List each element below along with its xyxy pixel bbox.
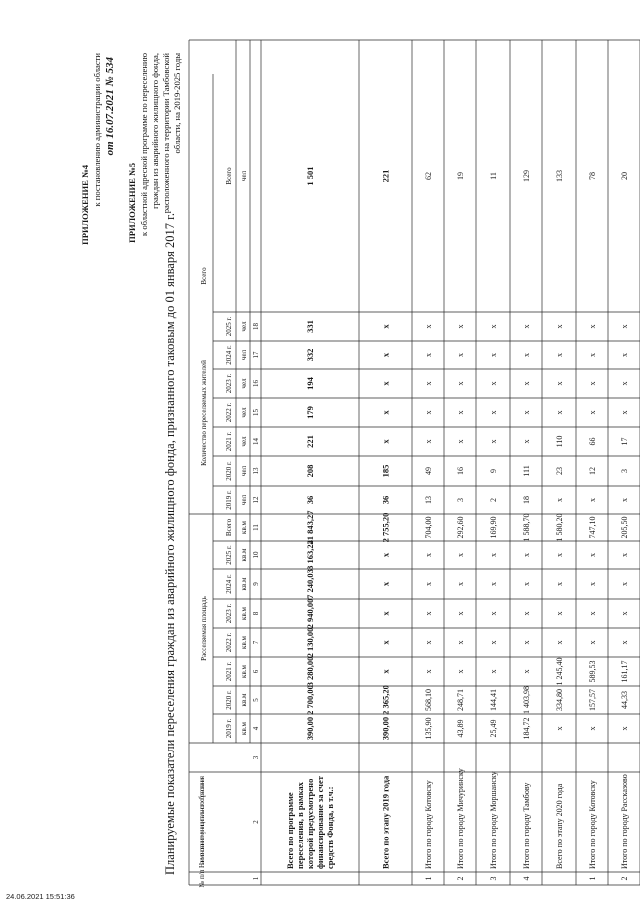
row-name: переселения, в рамках: [295, 782, 305, 869]
table-cell: х: [424, 669, 433, 674]
table-cell: х: [456, 640, 465, 645]
header-people-year: 2025 г.: [225, 316, 233, 337]
table-cell: х: [380, 324, 391, 329]
table-cell: х: [588, 640, 597, 645]
table-cell: 221: [380, 169, 391, 183]
table-cell: 1 403,98: [522, 686, 531, 714]
row-number: 3: [489, 876, 498, 881]
header-area-year: 2020 г.: [225, 690, 233, 710]
table-cell: х: [522, 611, 531, 616]
header-unit-area: кв.м: [240, 693, 248, 707]
table-cell: х: [588, 324, 597, 329]
table-cell: 2 755,20: [380, 512, 391, 543]
table-cell: х: [522, 640, 531, 645]
table-cell: х: [489, 439, 498, 444]
row-name: Итого по городу Котовску: [424, 780, 433, 869]
table-cell: х: [489, 553, 498, 557]
header-unit-area: кв.м: [240, 607, 248, 620]
table-cell: 49: [424, 467, 433, 475]
header-column-number: 15: [252, 409, 260, 416]
row-name: Всего по этапу 2020 года: [555, 783, 564, 869]
header-column-number: 9: [252, 582, 260, 586]
table-cell: х: [380, 640, 391, 645]
table-cell: 221: [305, 435, 315, 448]
table-cell: 9: [489, 469, 498, 473]
row-name: Итого по городу Рассказово: [620, 774, 629, 869]
table-cell: х: [588, 726, 597, 731]
header-name: Наименование муниципального образования: [198, 776, 206, 868]
table-cell: 185: [380, 464, 391, 478]
header-column-number: 11: [252, 524, 260, 531]
table-cell: х: [620, 324, 629, 329]
table-cell: х: [522, 410, 531, 415]
table-cell: х: [620, 640, 629, 645]
row-name: Итого по городу Мичуринску: [456, 768, 465, 869]
table-cell: х: [456, 381, 465, 386]
header-column-number: 3: [252, 755, 260, 760]
annex5-title: ПРИЛОЖЕНИЕ №5: [127, 163, 137, 243]
header-column-number: 5: [252, 698, 260, 702]
header-unit-area: кв.м: [240, 722, 248, 735]
table-cell: 66: [588, 437, 597, 446]
table-cell: х: [522, 553, 531, 557]
table-cell: х: [555, 726, 564, 731]
table-cell: х: [555, 410, 564, 415]
table-cell: 144,41: [489, 689, 498, 711]
table-cell: 20: [620, 172, 629, 180]
header-people-year: 2021 г.: [225, 431, 233, 452]
table-cell: х: [588, 553, 597, 557]
table-cell: х: [456, 553, 465, 557]
table-cell: 12: [588, 467, 597, 475]
table-cell: 3: [620, 469, 629, 473]
table-cell: х: [620, 353, 629, 357]
header-unit-people: чел: [240, 494, 248, 506]
header-unit-area: кв.м: [240, 636, 248, 649]
header-unit-people: чел: [240, 170, 248, 182]
annex4-title: ПРИЛОЖЕНИЕ №4: [80, 165, 90, 245]
table-cell: х: [588, 381, 597, 386]
table-cell: х: [489, 640, 498, 645]
header-unit-area: кв.м: [240, 665, 248, 678]
table-cell: х: [424, 640, 433, 645]
row-name: финансирование за счет: [315, 776, 325, 869]
table-cell: 62: [424, 172, 433, 180]
table-cell: х: [456, 582, 465, 586]
table-cell: 1 580,20: [555, 513, 564, 542]
header-total-people-top: Всего: [200, 267, 208, 285]
table-cell: 747,10: [588, 516, 597, 539]
table-cell: 184,72: [522, 717, 531, 740]
table-cell: 7 240,03: [305, 569, 315, 599]
table-cell: х: [555, 498, 564, 502]
table-cell: 23: [555, 467, 564, 475]
header-area-year: 2021 г.: [225, 661, 233, 682]
annex4-handwritten-date: от 16.07.2021 № 534: [104, 57, 116, 156]
table-cell: х: [489, 410, 498, 415]
table-cell: 589,53: [588, 660, 597, 683]
table-cell: х: [522, 669, 531, 674]
header-unit-people: чел: [240, 349, 248, 361]
header-unit-people: чел: [240, 465, 248, 477]
table-cell: 161,17: [620, 660, 629, 683]
header-unit-people: чел: [240, 407, 248, 418]
table-cell: 208: [305, 464, 315, 478]
table-cell: 2: [489, 498, 498, 502]
table-cell: х: [380, 552, 391, 558]
header-area-year: 2019 г.: [225, 718, 233, 739]
table-cell: 129: [522, 170, 531, 182]
table-cell: 111: [522, 465, 531, 477]
row-name: Итого по городу Тамбову: [522, 782, 531, 869]
header-column-number: 7: [252, 640, 260, 645]
header-column-number: 17: [252, 351, 260, 359]
table-cell: х: [489, 611, 498, 616]
row-name: Всего по программе: [285, 792, 295, 869]
table-cell: х: [620, 726, 629, 731]
row-name: Итого по городу Котовску: [588, 780, 597, 869]
table-cell: х: [620, 498, 629, 502]
annex5-line-4: области, на 2019-2025 годы: [172, 53, 182, 154]
table-cell: х: [456, 324, 465, 329]
table-cell: х: [380, 381, 391, 386]
header-num: № п/п: [198, 869, 206, 888]
table-cell: 19: [456, 172, 465, 180]
table-cell: 194: [305, 377, 315, 390]
table-cell: х: [522, 353, 531, 357]
table-cell: 18: [522, 496, 531, 504]
table-cell: х: [489, 669, 498, 674]
table-cell: х: [489, 353, 498, 357]
table-cell: х: [489, 582, 498, 586]
table-cell: х: [620, 582, 629, 586]
header-column-number: 14: [252, 438, 260, 445]
row-number: 1: [424, 876, 433, 881]
header-column-number: 1: [252, 876, 260, 881]
table-cell: 390,00: [305, 716, 315, 741]
table-cell: х: [555, 640, 564, 645]
table-cell: х: [424, 324, 433, 329]
table-cell: 568,10: [424, 689, 433, 711]
table-cell: 1 245,40: [555, 657, 564, 686]
table-cell: х: [522, 324, 531, 329]
table-cell: 110: [555, 435, 564, 448]
table-cell: х: [588, 582, 597, 586]
table-cell: 78: [588, 172, 597, 180]
table-cell: 36: [305, 495, 315, 505]
table-cell: х: [380, 669, 391, 674]
table-cell: 704,00: [424, 516, 433, 539]
table-cell: 44,33: [620, 691, 629, 709]
table-cell: х: [424, 381, 433, 386]
table-cell: х: [456, 353, 465, 357]
table-cell: х: [456, 669, 465, 674]
header-column-number: 18: [252, 323, 260, 330]
table-cell: х: [620, 553, 629, 557]
header-unit-area: кв.м: [240, 548, 248, 562]
header-column-number: 12: [252, 496, 260, 504]
table-cell: 135,90: [424, 717, 433, 740]
table-cell: 205,50: [620, 516, 629, 539]
row-name: Итого по городу Моршанску: [489, 771, 498, 869]
table-cell: х: [424, 353, 433, 357]
table-cell: х: [456, 611, 465, 616]
table-cell: 43,89: [456, 719, 465, 738]
header-column-number: 6: [252, 669, 260, 674]
table-cell: х: [424, 410, 433, 415]
header-unit-area: кв.м: [240, 577, 248, 591]
table-cell: 13: [424, 496, 433, 504]
header-column-number: 13: [252, 467, 260, 475]
header-unit-people: чел: [240, 321, 248, 332]
table-cell: 25,49: [489, 719, 498, 738]
table-cell: 36: [380, 495, 391, 505]
header-people-group: Количество переселяемых жителей: [200, 360, 208, 466]
annex5-line-2: граждан из аварийного жилищного фонда,: [150, 53, 160, 209]
table-cell: х: [620, 381, 629, 386]
table-cell: х: [555, 324, 564, 329]
table-cell: х: [380, 410, 391, 415]
table-cell: х: [456, 410, 465, 415]
header-unit-area: кв.м: [240, 521, 248, 534]
table-cell: 17: [620, 437, 629, 446]
header-unit-people: чел: [240, 436, 248, 447]
table-cell: 292,60: [456, 516, 465, 539]
header-area-group: Расселяемая площадь: [200, 596, 208, 661]
table-cell: х: [522, 381, 531, 386]
table-cell: 179: [305, 406, 315, 419]
table-cell: 1 588,70: [522, 513, 531, 542]
table-cell: 133: [555, 170, 564, 182]
table-cell: 332: [305, 348, 315, 362]
row-number: 2: [456, 876, 465, 881]
header-column-number: 10: [252, 551, 260, 559]
table-cell: х: [620, 410, 629, 415]
table-cell: х: [456, 439, 465, 444]
table-cell: х: [588, 410, 597, 415]
table-cell: 3: [456, 498, 465, 502]
table-cell: 21 843,27: [305, 510, 315, 545]
table-cell: 2 940,00: [305, 598, 315, 629]
table-cell: х: [380, 439, 391, 444]
print-timestamp: 24.06.2021 15:51:36: [6, 892, 75, 901]
table-cell: х: [620, 611, 629, 616]
table-cell: х: [555, 611, 564, 616]
header-column-number: 4: [252, 726, 260, 731]
table-cell: х: [588, 498, 597, 502]
table-cell: х: [380, 611, 391, 616]
row-number: 2: [620, 876, 629, 881]
row-number: 4: [522, 876, 531, 881]
table-cell: 3 280,00: [305, 656, 315, 687]
table-cell: х: [424, 553, 433, 557]
table-cell: х: [588, 353, 597, 357]
header-people-year: 2024 г.: [225, 345, 233, 365]
annex5-line-1: к областной адресной программе по переселению: [139, 53, 149, 236]
table-cell: х: [489, 324, 498, 329]
row-number: 1: [588, 876, 597, 881]
table-cell: 2 130,00: [305, 627, 315, 658]
table-cell: х: [522, 439, 531, 444]
table-cell: х: [424, 611, 433, 616]
table-cell: х: [424, 582, 433, 586]
table-cell: 334,80: [555, 689, 564, 711]
header-column-number: 8: [252, 611, 260, 616]
table-cell: х: [380, 352, 391, 358]
header-area-year: 2025 г.: [225, 545, 233, 565]
table-cell: х: [555, 553, 564, 557]
row-name: средств Фонда, в т.ч.:: [325, 786, 335, 869]
table-cell: 11: [489, 172, 498, 180]
annex4-line: к постановлению администрации области: [92, 53, 102, 207]
table-cell: х: [489, 381, 498, 386]
table-cell: х: [555, 381, 564, 386]
header-area-year: 2023 г.: [225, 603, 233, 624]
table-cell: 2 700,00: [305, 685, 315, 715]
header-column-number: 2: [252, 820, 260, 824]
table-cell: 331: [305, 320, 315, 333]
table-cell: 169,90: [489, 516, 498, 539]
row-name: которой предусмотрено: [305, 778, 315, 869]
table-cell: 16: [456, 467, 465, 475]
table-cell: х: [555, 353, 564, 357]
header-column-number: 16: [252, 380, 260, 387]
table-cell: х: [555, 582, 564, 586]
table-title: Планируемые показатели переселения граждан из аварийного жилищного фонда, признанного таковым до 01 января 2017 г.: [163, 213, 177, 875]
header-people-year: 2023 г.: [225, 373, 233, 394]
header-people-year: 2022 г.: [225, 402, 233, 423]
header-area-year: 2024 г.: [225, 574, 233, 594]
annex5-line-3: расположенного на территории Тамбовской: [161, 53, 171, 214]
table-cell: 2 365,20: [380, 685, 391, 715]
row-name: Всего по этапу 2019 года: [380, 775, 391, 869]
header-people-year: Всего: [225, 167, 233, 185]
header-area-year: Всего: [225, 518, 233, 537]
table-cell: х: [588, 611, 597, 616]
header-unit-people: чел: [240, 378, 248, 389]
table-cell: 1 501: [305, 166, 315, 186]
table-cell: х: [522, 582, 531, 586]
header-people-year: 2019 г.: [225, 490, 233, 510]
table-cell: 157,57: [588, 689, 597, 711]
header-people-year: 2020 г.: [225, 461, 233, 481]
table-cell: х: [424, 439, 433, 444]
table-cell: 390,00: [380, 716, 391, 741]
header-area-year: 2022 г.: [225, 632, 233, 653]
table-cell: 248,71: [456, 689, 465, 711]
table-cell: 3 163,24: [305, 540, 315, 570]
table-cell: х: [380, 581, 391, 587]
